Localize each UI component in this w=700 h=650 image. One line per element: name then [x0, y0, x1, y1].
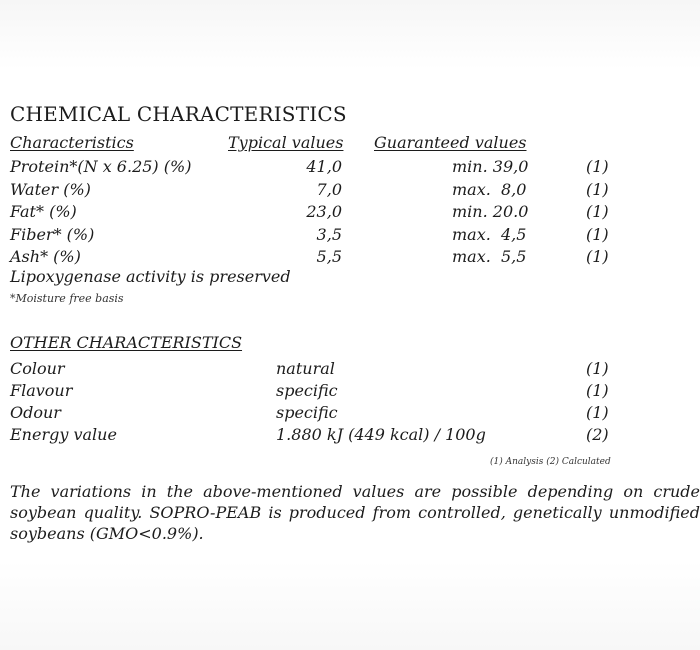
other-label-energy-value: Energy value — [10, 425, 117, 444]
row-typical-protein: 41,0 — [306, 157, 342, 176]
other-value-odour: specific — [276, 403, 338, 422]
other-label-colour: Colour — [10, 359, 65, 378]
row-typical-ash: 5,5 — [316, 247, 342, 266]
lipoxygenase-note: Lipoxygenase activity is preserved — [10, 267, 291, 286]
row-label-fat: Fat* (%) — [10, 202, 77, 221]
row-note-protein: (1) — [586, 157, 609, 176]
other-note-energy-value: (2) — [586, 425, 609, 444]
row-label-protein: Protein*(N x 6.25) (%) — [10, 157, 192, 176]
row-guaranteed-water: max. 8,0 — [452, 180, 527, 199]
top-shading — [0, 0, 700, 70]
row-typical-fat: 23,0 — [306, 202, 342, 221]
header-typical-values: Typical values — [228, 133, 344, 152]
row-guaranteed-fiber: max. 4,5 — [452, 225, 527, 244]
row-note-fiber: (1) — [586, 225, 609, 244]
row-guaranteed-fat: min. 20.0 — [452, 202, 529, 221]
analysis-footnote: (1) Analysis (2) Calculated — [490, 457, 611, 467]
other-label-flavour: Flavour — [10, 381, 73, 400]
other-note-flavour: (1) — [586, 381, 609, 400]
variations-paragraph: The variations in the above-mentioned values are possible depending on crude soybean quality. SOPRO-PEAB is produced from controlled, genetically unmodified soybeans (GMO<0.9%). — [10, 482, 700, 543]
other-note-odour: (1) — [586, 403, 609, 422]
other-label-odour: Odour — [10, 403, 61, 422]
row-label-fiber: Fiber* (%) — [10, 225, 95, 244]
other-section-title: OTHER CHARACTERISTICS — [10, 333, 243, 352]
header-characteristics: Characteristics — [10, 133, 134, 152]
other-value-flavour: specific — [276, 381, 338, 400]
row-typical-fiber: 3,5 — [316, 225, 342, 244]
moisture-free-basis-note: *Moisture free basis — [10, 292, 124, 305]
row-note-water: (1) — [586, 180, 609, 199]
row-label-water: Water (%) — [10, 180, 91, 199]
row-typical-water: 7,0 — [316, 180, 342, 199]
other-note-colour: (1) — [586, 359, 609, 378]
other-value-energy-value: 1.880 kJ (449 kcal) / 100g — [276, 425, 486, 444]
header-guaranteed-values: Guaranteed values — [374, 133, 527, 152]
bottom-shading — [0, 560, 700, 650]
row-guaranteed-ash: max. 5,5 — [452, 247, 527, 266]
row-note-fat: (1) — [586, 202, 609, 221]
row-note-ash: (1) — [586, 247, 609, 266]
other-value-colour: natural — [276, 359, 335, 378]
row-guaranteed-protein: min. 39,0 — [452, 157, 529, 176]
chemical-section-title: CHEMICAL CHARACTERISTICS — [10, 102, 347, 126]
row-label-ash: Ash* (%) — [10, 247, 81, 266]
